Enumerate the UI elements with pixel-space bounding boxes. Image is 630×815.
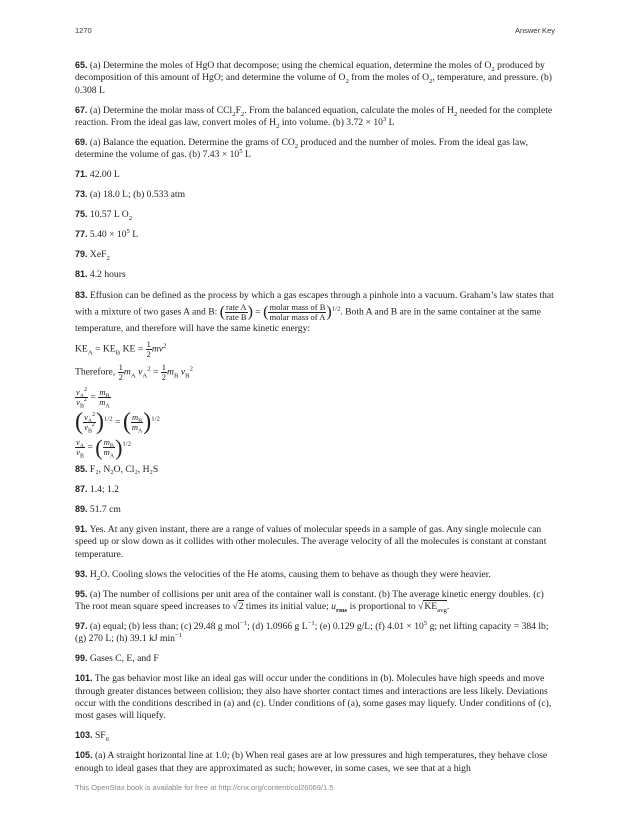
answer-69: 69. (a) Balance the equation. Determine the grams of $CO_2$ produced and the number of moles. From the ideal gas law, determine the volume of gas. (b) $7.43 \times 10^5$ L — [75, 137, 528, 161]
therefore-equation: Therefore, $\frac{1}{2}$ $m_A$ $v_A^2$ = $\frac{1}{2}$ $m_B$ $v_B^2$ — [75, 361, 193, 382]
footer-note: This OpenStax book is available for free at http://cnx.org/content/col26069/1.5 — [75, 783, 334, 792]
answer-67: 67. (a) Determine the molar mass of $CCl_2F_2$. From the balanced equation, calculate the moles of $H_2$ needed for the complete reaction. From the ideal gas law, convert moles of $H_2$ into volume. (b) $3.72 \times 10^3$ L — [75, 104, 553, 131]
answer-list — [75, 59, 555, 782]
sqrt-two: √2 — [232, 601, 244, 613]
answer-65: 65. (a) Determine the moles of HgO that decompose; using the chemical equation, determine the moles of $O_2$ produced by decomposition of this amount of HgO; and determine the volume of $O_2$ from the moles of $O_2$, temperature, and pressure. (b) 0.308 L — [75, 60, 552, 96]
answer-81: 81. 4.2 hours — [75, 268, 126, 280]
answer-83: 83. Effusion can be defined as the process by which a gas escapes through a pinhole into a vacuum. Graham’s law states that with a mixture of two gases A and B: ( $\frac{\text{rate A}}{\text{rate B}}$ ) = ( $\frac{\text{molar mass of B}}{\text{molar mass of A}}$ )$^{1/2}$. Both A and B are in the same container at the same temperature, and therefore will have the same kinetic energy: $KE_A = KE_B$ KE = $\frac{1}{2}$ $mv^2$ Therefore, $\frac{1}{2}$ $m_A$ $v_A^2$ = $\frac{1}{2}$ $m_B$ $v_B^2$ $\frac{v_A^2}{v_B^2}$ = $\frac{m_B}{m_A}$ ( $\frac{v_A^2}{v_B^2}$ )$^{1/2}$ = ( $\frac{m_B}{m_A}$ )$^{1/2}$ $\frac{v_A}{v_B}$ = ( $\frac{m_B}{m_A}$ )$^{1/2}$ — [75, 289, 554, 460]
answer-85: 85. F₂, N₂O, Cl₂, H₂S — [75, 464, 159, 476]
velocity-mass-ratio-power: ( $\frac{v_A^2}{v_B^2}$ )$^{1/2}$ = ( $\frac{m_B}{m_A}$ )$^{1/2}$ — [75, 408, 160, 435]
page-number: 1270 — [75, 26, 92, 35]
velocity-mass-ratio: $\frac{v_A^2}{v_B^2}$ = $\frac{m_B}{m_A}$ — [76, 386, 110, 410]
answer-99: 99. Gases C, E, and F — [75, 653, 159, 665]
answer-75: 75. 10.57 L $O_2$ — [75, 209, 133, 223]
answer-103: 103. $SF_6$ — [75, 730, 109, 744]
answer-91: 91. Yes. At any given instant, there are a range of values of molecular speeds in a sample of gas. Any single molecule can speed up or slow down as it collides with other molecules. The average velocity of all the molecules is constant at constant temperature. — [75, 524, 547, 560]
answer-89: 89. 51.7 cm — [75, 504, 121, 516]
answer-95: 95. (a) The number of collisions per unit area of the container wall is constant. (b) The average kinetic energy doubles. (c) The root mean square speed increases to √2 times its initial value; $u_{rms}$ is proportional to $√KE_{avg}$. — [75, 588, 544, 614]
answer-97: 97. (a) equal; (b) less than; (c) 29.48 g mol$^{-1}$; (d) 1.0966 g $L^{-1}$; (e) 0.129 g/L; (f) $4.01 \times 10^5$ g; net lifting capacity = 384 lb; (g) 270 L; (h) 39.1 kJ $\min^{-1}$ — [75, 619, 549, 645]
running-head: Answer Key — [514, 26, 555, 35]
kinetic-energy-equality: $KE_A = KE_B$ KE = $\frac{1}{2}$ $mv^2$ — [75, 338, 167, 359]
answer-71: 71. 42.00 L — [75, 169, 120, 181]
answer-101: 101. The gas behavior most like an ideal gas will occur under the conditions in (b). Molecules have high speeds and move through greater distances between collision; they also have shorter contact times and interactions are less likely. Deviations occur with the conditions described in (a) and (c). Under conditions of (a), some gases may liquefy. Under conditions of (c), most gases will liquefy. — [75, 673, 552, 722]
answer-77: 77. $5.40 \times 10^5$ L — [75, 227, 139, 241]
velocity-ratio-result: $\frac{v_A}{v_B}$ = ( $\frac{m_B}{m_A}$ )$^{1/2}$ — [76, 434, 131, 460]
answer-73: 73. (a) 18.0 L; (b) 0.533 atm — [75, 189, 186, 201]
answer-93: 93. $H_2O$. Cooling slows the velocities of the He atoms, causing them to behave as though they were heavier. — [75, 568, 491, 582]
molar-mass-ratio: $\frac{\text{molar mass of B}}{\text{molar mass of A}}$ — [269, 302, 326, 323]
rate-ratio: $\frac{\text{rate A}}{\text{rate B}}$ — [226, 302, 247, 323]
answer-87: 87. 1.4; 1.2 — [75, 484, 119, 496]
sqrt-ke-avg: $√KE_{avg}$ — [418, 601, 447, 614]
answer-105: 105. (a) A straight horizontal line at 1.0; (b) When real gases are at low pressures and high temperatures, they behave close enough to ideal gases that they are approximated as such; however, in some cases, we see that at a high — [75, 750, 548, 774]
answer-79: 79. XeF$_2$ — [75, 248, 110, 262]
